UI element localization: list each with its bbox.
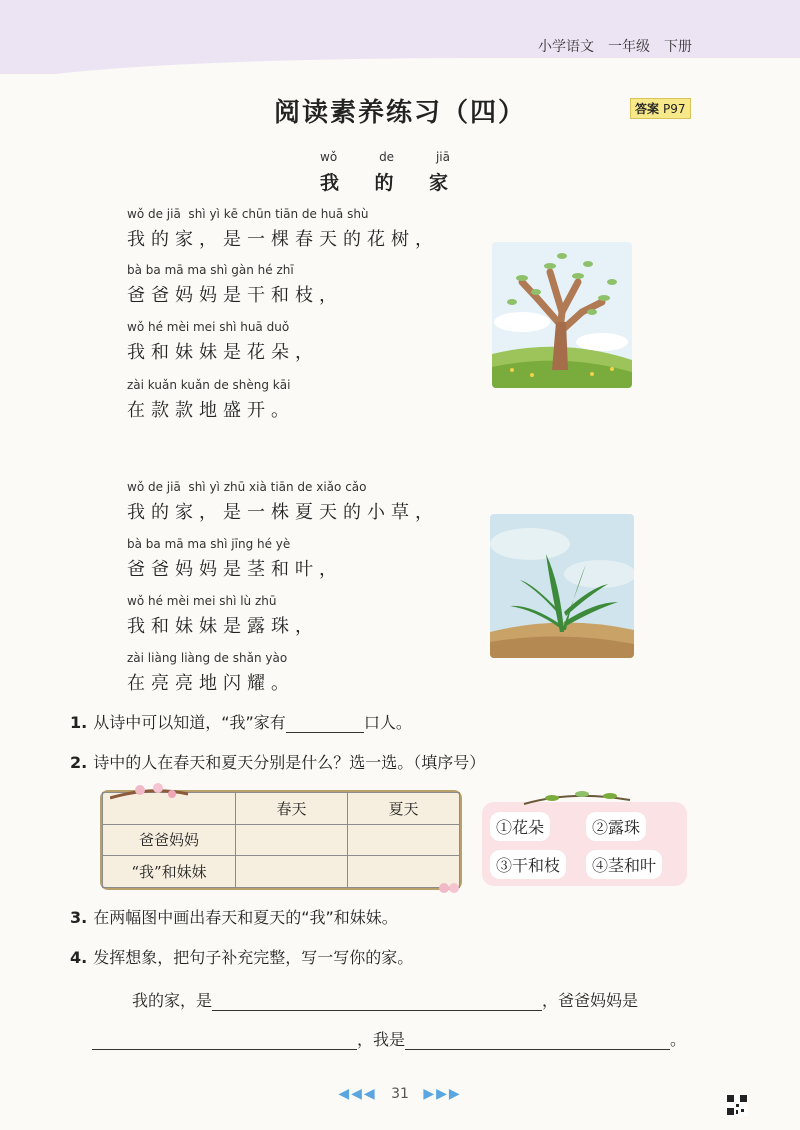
line-text: 在亮亮地闪耀。 [127,673,295,694]
line-text: 我的家，是一株夏天的小草， [127,502,439,523]
option-3[interactable]: ③干和枝 [490,850,566,879]
title-char: 我 [320,172,342,194]
page-footer [0,1086,800,1102]
poem-line [127,320,319,364]
question-text: 发挥想象，把句子补充完整，写一写你的家。 [93,948,414,967]
question-number: 4. [70,948,88,967]
table-header: 春天 [236,793,348,825]
answer-badge[interactable] [630,98,691,119]
poem-line [127,378,295,422]
line-pinyin: wǒ de jiā shì yì zhū xià tiān de xiǎo cǎo [127,480,367,494]
table-cell[interactable] [236,856,348,888]
summer-grass-image [490,514,634,658]
line-pinyin: wǒ de jiā shì yì kē chūn tiān de huā shù [127,207,369,221]
poem-line [127,651,295,695]
line-pinyin: bà ba mā ma shì gàn hé zhī [127,263,294,277]
question-text: 口人。 [363,713,412,732]
table-cell[interactable] [236,824,348,856]
question-number: 1. [70,713,88,732]
line-pinyin: zài kuǎn kuǎn de shèng kāi [127,378,291,392]
title-char: 的 [374,172,396,194]
answer-table [100,790,462,890]
fill-text: ，爸爸妈妈是 [542,991,639,1010]
answer-page: P97 [663,102,686,116]
table-row-label: “我”和妹妹 [103,856,236,888]
line-text: 爸爸妈妈是干和枝， [127,285,343,306]
question-text: 在两幅图中画出春天和夏天的“我”和妹妹。 [93,908,398,927]
poem-line [127,537,343,581]
fill-text: 。 [670,1030,687,1049]
answer-blank[interactable] [212,992,542,1011]
prev-arrows-icon: ◀◀◀ [338,1086,377,1102]
question-text: 从诗中可以知道，“我”家有 [93,713,286,732]
line-pinyin: bà ba mā ma shì jīng hé yè [127,537,291,551]
question-2 [70,750,485,773]
line-pinyin: wǒ hé mèi mei shì huā duǒ [127,320,290,334]
poem-line [127,263,343,307]
flower-icon [434,878,464,896]
answer-label: 答案 [635,102,660,116]
poem-line [127,207,439,251]
line-text: 我和妹妹是露珠， [127,616,319,637]
page-title: 阅读素养练习（四） [273,98,526,128]
line-pinyin: zài liàng liàng de shǎn yào [127,651,288,665]
question-4 [70,945,413,968]
fill-line-2 [92,1027,686,1050]
option-1[interactable]: ①花朵 [490,812,550,841]
leaf-branch-icon [522,786,632,810]
spring-tree-image [492,242,632,388]
answer-blank[interactable] [286,714,364,733]
qr-code-icon [726,1094,748,1116]
option-4[interactable]: ④茎和叶 [586,850,662,879]
pinyin: de [379,150,395,164]
question-number: 2. [70,753,88,772]
pinyin: wǒ [320,150,338,164]
page-number: 31 [391,1086,409,1102]
poem-line [127,594,319,638]
title-char: 家 [428,172,450,194]
options-box [482,802,687,886]
table-cell[interactable] [348,824,460,856]
poem-title [320,168,450,195]
line-text: 我和妹妹是花朵， [127,342,319,363]
pinyin: jiā [435,150,450,164]
blossom-branch-icon [110,780,190,806]
line-text: 爸爸妈妈是茎和叶， [127,559,343,580]
answer-blank[interactable] [405,1031,670,1050]
table-row-label: 爸爸妈妈 [103,824,236,856]
question-3 [70,905,398,928]
question-1 [70,710,412,733]
answer-blank[interactable] [92,1031,357,1050]
line-text: 在款款地盛开。 [127,400,295,421]
next-arrows-icon: ▶▶▶ [423,1086,462,1102]
poem-line [127,480,439,524]
option-2[interactable]: ②露珠 [586,812,646,841]
line-pinyin: wǒ hé mèi mei shì lù zhū [127,594,277,608]
line-text: 我的家，是一棵春天的花树， [127,229,439,250]
fill-text: ，我是 [357,1030,406,1049]
question-number: 3. [70,908,88,927]
series-label: 小学语文 一年级 下册 [538,39,692,55]
fill-line-1 [132,988,638,1011]
question-text: 诗中的人在春天和夏天分别是什么？选一选。（填序号） [93,753,486,772]
table-header: 夏天 [348,793,460,825]
poem-title-pinyin [320,150,450,164]
fill-text: 我的家，是 [132,991,213,1010]
